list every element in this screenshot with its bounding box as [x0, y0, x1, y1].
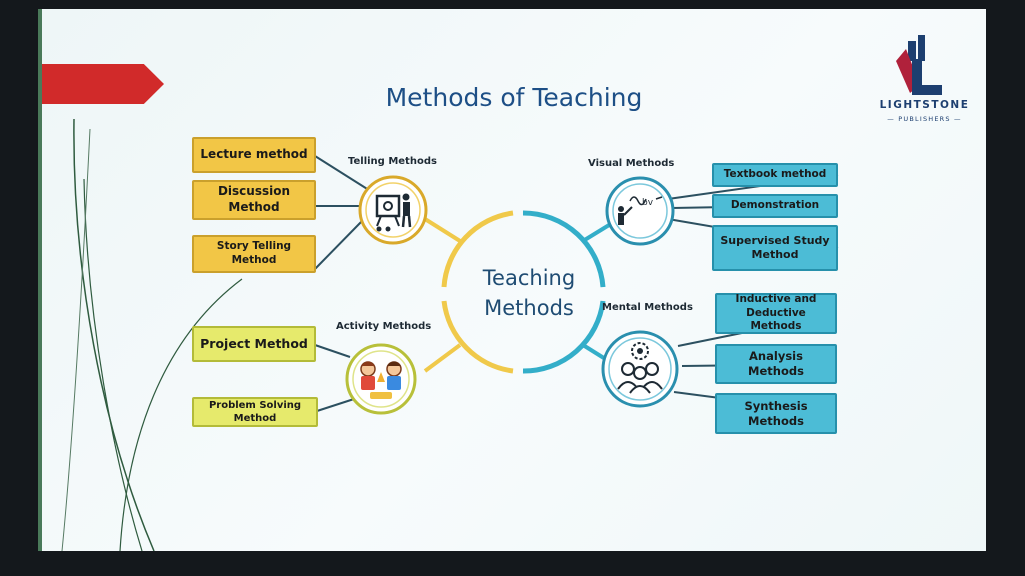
activity-methods-label: Activity Methods [336, 321, 432, 332]
presentation-board-icon [357, 174, 429, 246]
problem-solving-method-box: Problem Solving Method [192, 397, 318, 427]
whiteboard-teacher-icon [604, 175, 676, 247]
textbook-method-box: Textbook method [712, 163, 838, 187]
logo-tagline: — PUBLISHERS — [887, 115, 962, 123]
svg-text:bv: bv [642, 198, 654, 208]
story-telling-method-box: Story Telling Method [192, 235, 316, 273]
synthesis-methods-box: Synthesis Methods [715, 393, 837, 434]
mental-methods-label: Mental Methods [602, 302, 693, 313]
presentation-slide [42, 9, 986, 551]
center-title [444, 263, 614, 323]
telling-methods-label: Telling Methods [348, 156, 437, 167]
children-activity-icon [344, 342, 418, 416]
discussion-method-box: Discussion Method [192, 180, 316, 220]
center-line-1: Teaching [482, 266, 576, 290]
center-line-2: Methods [484, 296, 574, 320]
logo-name: LIGHTSTONE [879, 99, 970, 111]
demonstration-box: Demonstration [712, 194, 838, 218]
visual-methods-label: Visual Methods [588, 158, 675, 169]
group-thinking-icon [600, 329, 680, 409]
slide-title: Methods of Teaching [385, 83, 643, 112]
lecture-method-box: Lecture method [192, 137, 316, 173]
project-method-box: Project Method [192, 326, 316, 362]
logo-tagline-text: PUBLISHERS [898, 115, 951, 123]
supervised-study-method-box: Supervised Study Method [712, 225, 838, 271]
inductive-deductive-methods-box: Inductive and Deductive Methods [715, 293, 837, 334]
analysis-methods-box: Analysis Methods [715, 344, 837, 384]
